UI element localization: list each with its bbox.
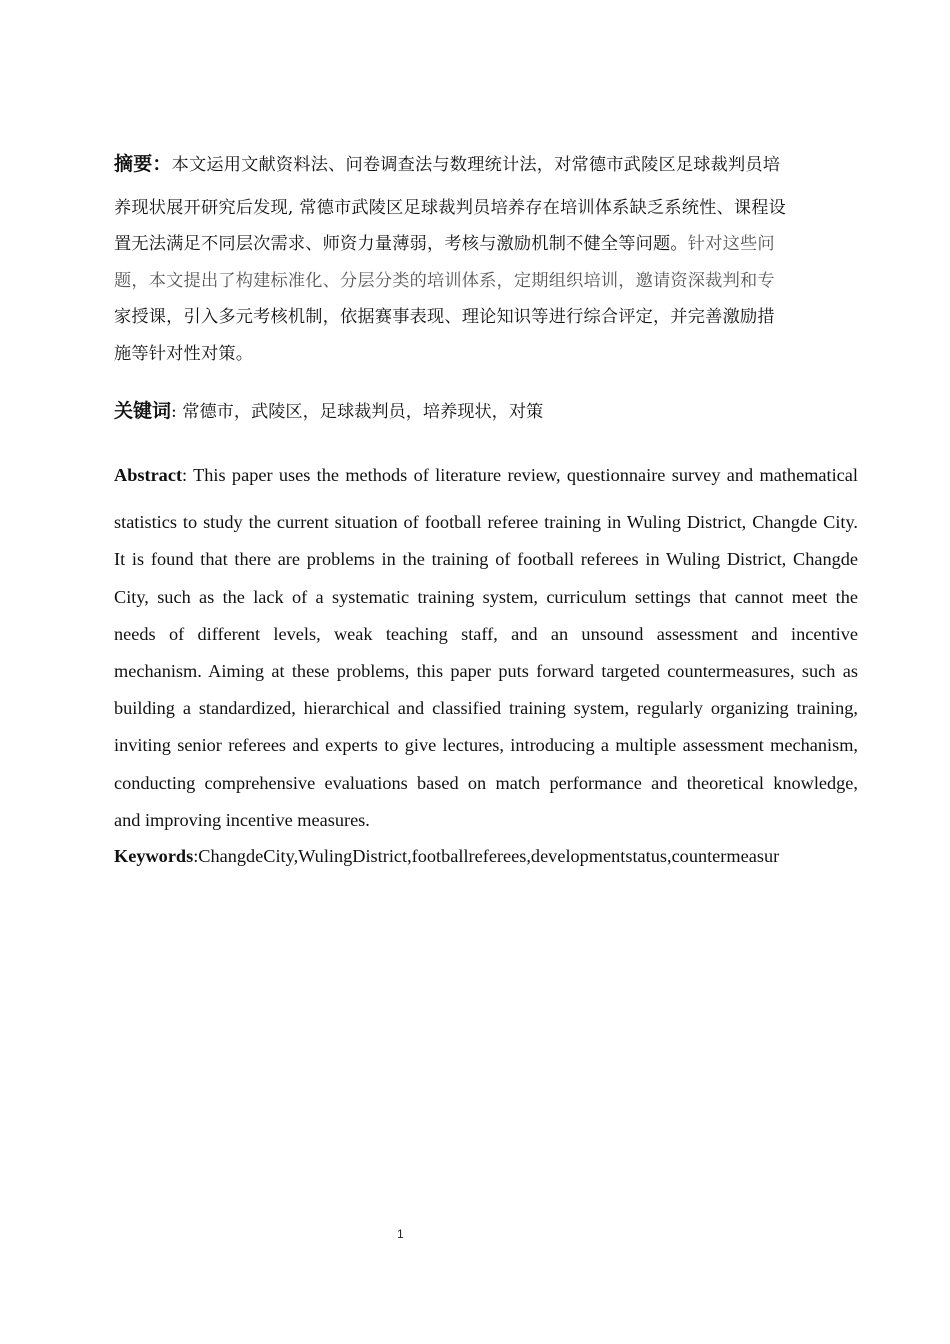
english-abstract <box>114 457 858 839</box>
chinese-abstract-line-2: 养现状展开研究后发现, 常德市武陵区足球裁判员培养存在培训体系缺乏系统性、课程设 <box>114 197 787 218</box>
chinese-abstract-line-1: 摘要：本文运用文献资料法、问卷调查法与数理统计法，对常德市武陵区足球裁判员培 <box>114 153 781 175</box>
english-abstract-line-8: inviting senior referees and experts to give lectures, introducing a multiple assessment mechanism, <box>114 735 858 756</box>
english-abstract-line-4: City, such as the lack of a systematic training system, curriculum settings that cannot meet the <box>114 586 858 607</box>
english-abstract-label: Abstract <box>114 465 183 485</box>
english-abstract-line-3: It is found that there are problems in the training of football referees in Wuling District, Changde <box>114 549 858 570</box>
chinese-abstract-line-4: 题，本文提出了构建标准化、分层分类的培训体系，定期组织培训，邀请资深裁判和专 <box>114 270 775 291</box>
chinese-abstract-line-5: 家授课，引入多元考核机制，依据赛事表现、理论知识等进行综合评定，并完善激励措 <box>114 307 775 328</box>
english-keywords-text: :ChangdeCity,WulingDistrict,footballreferees,developmentstatus,countermeasur <box>193 846 780 866</box>
chinese-abstract <box>114 146 858 373</box>
chinese-keywords-label: 关键词 <box>114 400 172 422</box>
page-number: 1 <box>397 1227 404 1241</box>
english-abstract-line-2: statistics to study the current situation of football referee training in Wuling District, Changde City. <box>114 512 858 533</box>
chinese-abstract-label: 摘要： <box>114 153 172 175</box>
english-abstract-line-7: building a standardized, hierarchical and classified training system, regularly organizing training, <box>114 698 858 719</box>
english-abstract-line-10: and improving incentive measures. <box>114 809 370 830</box>
english-abstract-line-5: needs of different levels, weak teaching staff, and an unsound assessment and incentive <box>114 623 858 644</box>
english-abstract-line-9: conducting comprehensive evaluations based on match performance and theoretical knowledge, <box>114 772 858 793</box>
chinese-abstract-line-6: 施等针对性对策。 <box>114 343 254 364</box>
english-keywords-label: Keywords <box>114 846 194 866</box>
english-abstract-line-1: Abstract: This paper uses the methods of literature review, questionnaire survey and mathematical <box>114 465 858 485</box>
english-abstract-line-6: mechanism. Aiming at these problems, this paper puts forward targeted countermeasures, such as <box>114 661 858 682</box>
english-keywords <box>114 842 779 870</box>
chinese-keywords-text: : 常德市，武陵区，足球裁判员，培养现状，对策 <box>171 402 544 422</box>
chinese-keywords <box>114 396 543 427</box>
chinese-abstract-line-3: 置无法满足不同层次需求、师资力量薄弱，考核与激励机制不健全等问题。针对这些问 <box>114 234 775 255</box>
